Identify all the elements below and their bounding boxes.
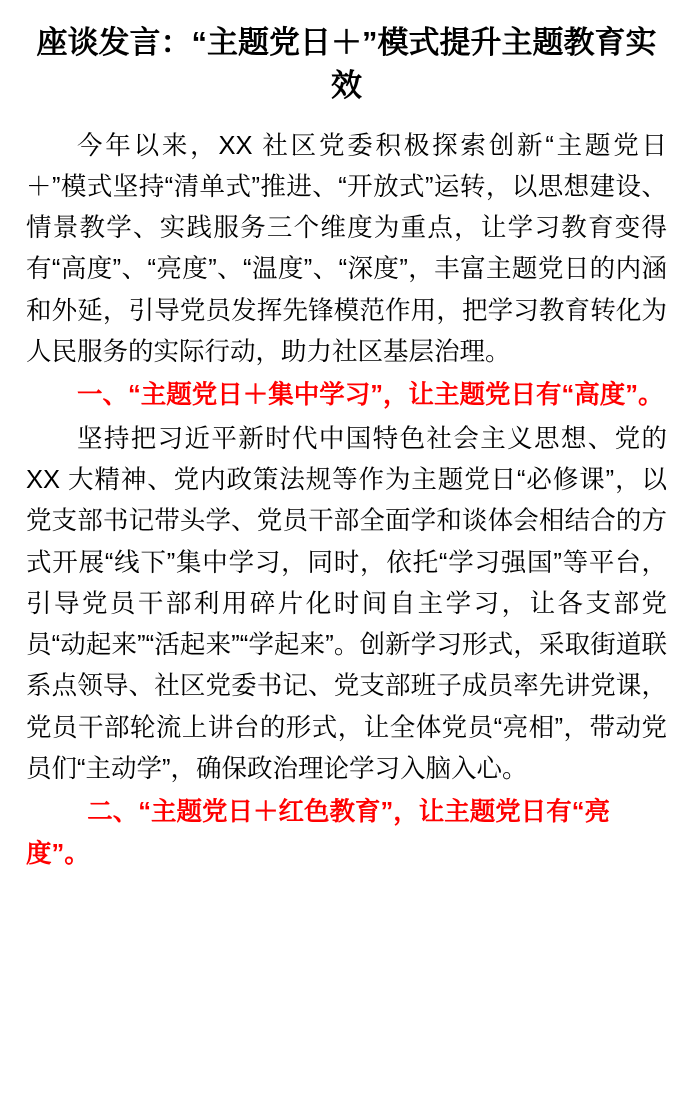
- section-heading-1: 一、“主题党日＋集中学习”，让主题党日有“高度”。: [77, 381, 664, 410]
- section-heading-2: 二、“主题党日＋红色教育”，让主题党日有“亮度”。: [26, 798, 610, 868]
- body-paragraph-2: 坚持把习近平新时代中国特色社会主义思想、党的 XX 大精神、党内政策法规等作为主题党日“必修课”，以党支部书记带头学、党员干部全面学和谈体会相结合的方式开展“线下”集中学习，同时，依托“学习强国”等平台，引导党员干部利用碎片化时间自主学习，让各支部党员“动起来”“活起来”“学起来”。创新学习形式，采取街道联系点领导、社区党委书记、党支部班子成员率先讲党课，党员干部轮流上讲台的形式，让全体党员“亮相”，带动党员们“主动学”，确保政治理论学习入脑入心。: [26, 424, 667, 783]
- page-title: 座谈发言：“主题党日＋”模式提升主题教育实效: [36, 25, 657, 103]
- body-paragraph-1: 今年以来，XX 社区党委积极探索创新“主题党日＋”模式坚持“清单式”推进、“开放式”运转，以思想建设、情景教学、实践服务三个维度为重点，让学习教育变得有“高度”、“亮度”、“温度”、“深度”，丰富主题党日的内涵和外延，引导党员发挥先锋模范作用，把学习教育转化为人民服务的实际行动，助力社区基层治理。: [26, 131, 667, 367]
